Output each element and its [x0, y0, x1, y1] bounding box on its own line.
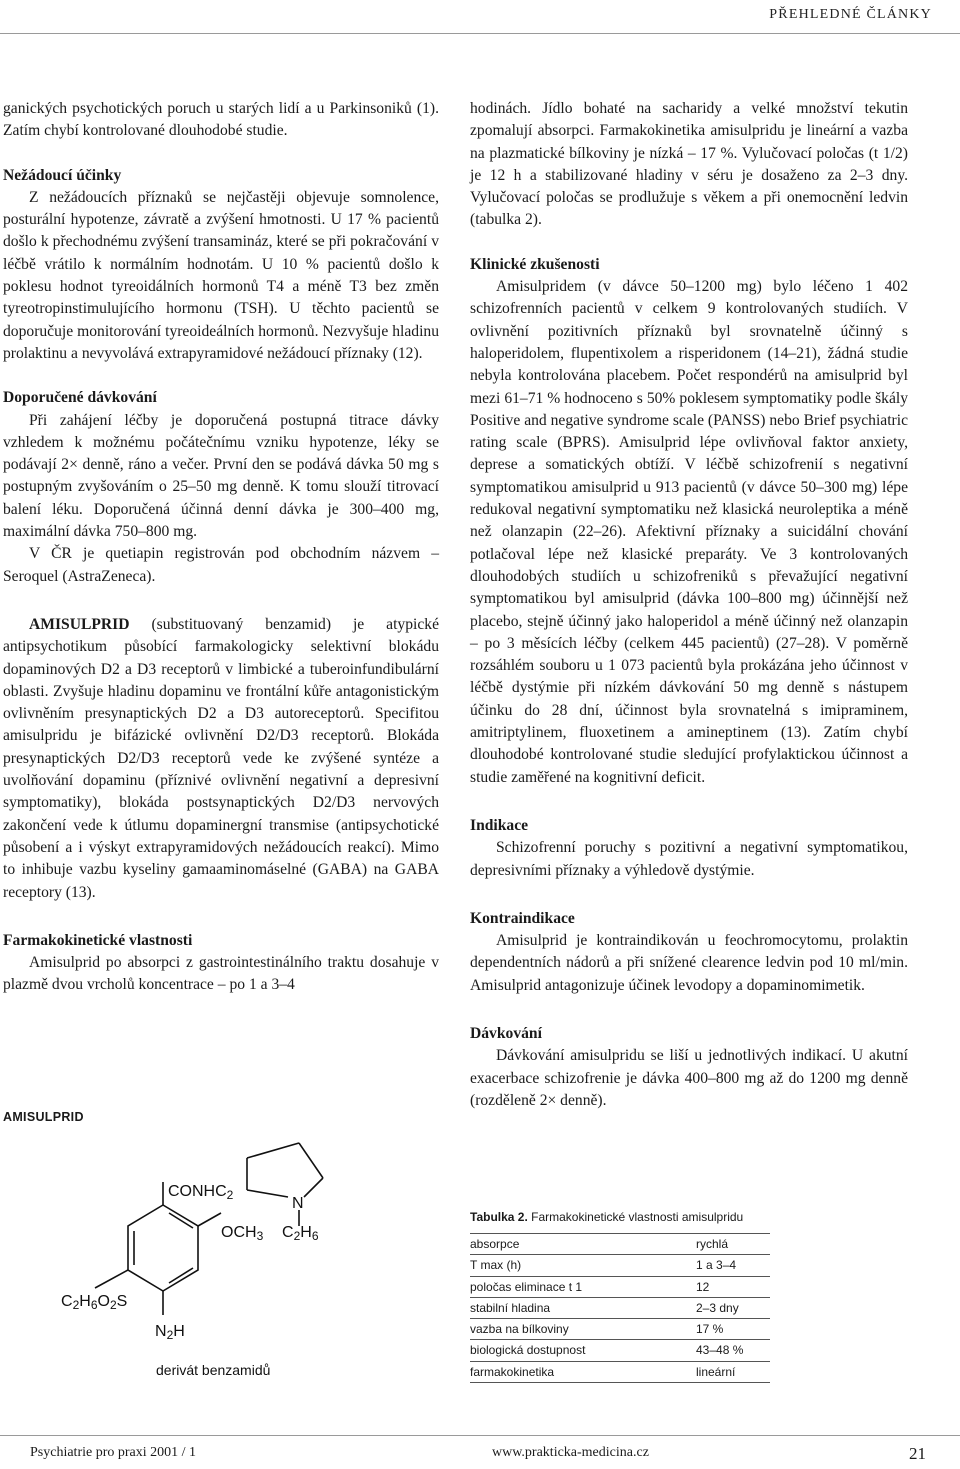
header-rule — [0, 33, 960, 34]
table-cell-value: 2–3 dny — [696, 1300, 739, 1315]
pharmacokinetics-paragraph: Amisulprid po absorpci z gastrointestinálního traktu dosahuje v plazmě dvou vrcholů koncentrace – po 1 a 3–4 — [3, 954, 439, 994]
table-caption — [470, 1210, 770, 1224]
table-title: Farmakokinetické vlastnosti amisulpridu — [527, 1210, 744, 1224]
drug-name: AMISULPRID — [29, 615, 130, 633]
dosage-paragraph: Při zahájení léčby je doporučená postupná titrace dávky vzhledem k možnému počátečnímu vzniku hypotenze, léky se podávají 2× denně, ráno a večer. První den se podává dávka 50 mg s postupným zvyšováním o 25–50 mg denně. K tomu slouží titrovací balení léku. Doporučená účinná denní dávka je 300–400 mg, maximální dávka 750–800 mg. — [3, 411, 439, 541]
table-number: Tabulka 2. — [470, 1210, 528, 1224]
page-number: 21 — [909, 1444, 926, 1463]
page-header — [0, 0, 960, 34]
table-row — [470, 1361, 770, 1383]
table-cell-value: rychlá — [696, 1237, 729, 1251]
intro-paragraph: ganických psychotických poruch u starých lidí a u Parkinsoniků (1). Zatím chybí kontrolované dlouhodobé studie. — [3, 100, 439, 140]
side-effects-paragraph: Z nežádoucích příznaků se nejčastěji objevuje somnolence, posturální hypotenze, závratě a zvýšení hmotnosti. U 17 % pacientů došlo k přechodnému zvýšení transamináz, které se při pokračování v léčbě vrátilo k normálním hodnotám. U 10 % pacientů došlo k poklesu hodnot tyreoidálních hormonů T4 a méně T3 bez změn tyreotropinstimulujícího hormonu (TSH). U těchto pacientů se doporučuje monitorování tyreoideálních hormonů. Nezvyšuje hladinu prolaktinu a nevyvolává extrapyramidové nežádoucí příznaky (12). — [3, 188, 439, 362]
table-row — [470, 1233, 770, 1254]
clinical-experience-heading: Klinické zkušenosti — [470, 255, 600, 273]
amisulprid-text: (substituovaný benzamid) je atypické antipsychotikum působící farmakologicky selektivní blokádu dopaminových D2 a D3 receptorů v limbické a tuberoinfundibulární oblasti. Zvyšuje hladinu dopaminu ve frontální kůře antagonistickým ovlivněním presynaptických D2 a D3 autoreceptorů. Specifitou amisulpridu je bifázické ovlivnění D2/D3 receptorů. Blokáda presynaptických D2/D3 receptorů vede ke zvýšené syntéze a uvolňování dopaminu (příznivé ovlivnění negativní a depresivní symptomatiky), blokáda postsynaptických D2/D3 nervových zakončení vede k útlumu dopaminergní transmise (antipsychotické působení a i výskyt extrapyramidových nežádoucích reakcí). Mimo to inhibuje vazbu kyseliny gamaaminomáselné (GABA) na GABA receptory (13). — [3, 615, 439, 901]
page-footer — [0, 1435, 960, 1469]
table-cell-value: 43–48 % — [696, 1343, 744, 1358]
ethylsulfonyl-label: C2H6O2S — [61, 1293, 128, 1312]
table-cell-value: 12 — [696, 1279, 710, 1294]
pharmacokinetics-heading: Farmakokinetické vlastnosti — [3, 931, 193, 949]
dosing-heading: Dávkování — [470, 1024, 542, 1042]
contraindications-paragraph: Amisulprid je kontraindikován u feochromocytomu, prolaktin dependentních nádorů a při snížené clearence ledvin pod 10 ml/min. Amisulprid antagonizuje účinek levodopy a dopaminomimetik. — [470, 932, 908, 994]
table-row — [470, 1297, 770, 1318]
table-row — [470, 1276, 770, 1297]
footer-rule — [0, 1435, 960, 1436]
table-cell-value: lineární — [696, 1364, 736, 1379]
amisulprid-paragraph — [3, 614, 439, 904]
registration-paragraph: V ČR je quetiapin registrován pod obchodním názvem – Seroquel (AstraZeneca). — [3, 545, 439, 585]
table-cell-value: 1 a 3–4 — [696, 1258, 737, 1273]
side-effects-heading: Nežádoucí účinky — [3, 166, 122, 184]
left-column — [3, 98, 439, 997]
table-cell-param: biologická dostupnost — [470, 1343, 586, 1358]
recommended-dosage-heading: Doporučené dávkování — [3, 389, 157, 407]
ethyl-label: C2H6 — [282, 1224, 319, 1243]
contraindications-heading: Kontraindikace — [470, 909, 575, 927]
indications-heading: Indikace — [470, 816, 529, 834]
table-cell-param: farmakokinetika — [470, 1364, 555, 1379]
website-link[interactable]: www.prakticka-medicina.cz — [492, 1445, 649, 1460]
indications-paragraph: Schizofrenní poruchy s pozitivní a negativní symptomatikou, depresivními příznaky a výhledově dystýmie. — [470, 839, 908, 879]
clinical-experience-paragraph: Amisulpridem (v dávce 50–1200 mg) bylo léčeno 1 402 schizofrenních pacientů v celkem 9 kontrolovaných studiích. V ovlivnění pozitivních příznaků byl srovnatelně účinný s haloperidolem, flupentixolem a risperidonem (14–21), žádná studie nebyla kontrolována placebem. Počet respondérů na amisulprid byl mezi 61–71 % hodnoceno s 50% poklesem symptomatiky podle škály Positive and negative syndrome scale (PANSS) nebo Brief psychiatric rating scale (BPRS). Amisulprid lépe ovlivňoval faktor anxiety, deprese a somatických obtíží. V léčbě schizofrenií s negativní symptomatikou amisulprid u 913 pacientů (v dávce 50–300 mg) lépe redukoval negativní symptomatiku než klasická neuroleptika a méně než olanzapin (22–26). Afektivní příznaky a suicidální chování potlačoval lépe než klasické preparáty. Ve 3 kontrolovaných dlouhodobých studiích u schizofreniků s převažující negativní symptomatikou byl amisulprid (dávka 100–800 mg) účinnější než placebo, stejně účinný jako haloperidol a méně účinný než olanzapin – po 3 měsících léčby (celkem 445 pacientů) (27–28). V poměrně rozsáhlém souboru u 1 073 pacientů byla prokázána jeho účinnost v léčbě dystýmie při nízkém dávkování 50 mg denně s nástupem účinku do 28 dní, účinnost byla srovnatelná s imipraminem, amitriptylinem, fluoxetinem a amineptinem (13). Zatím chybí dlouhodobé kontrolované studie sledující profylaktickou účinnost a studie zaměřené na kognitivní deficit. — [470, 278, 908, 786]
nitrogen-label: N — [292, 1195, 304, 1212]
table-cell-param: stabilní hladina — [470, 1300, 551, 1315]
amino-label: N2H — [155, 1323, 185, 1342]
table-cell-param: poločas eliminace t 1 — [470, 1279, 583, 1294]
dosing-paragraph: Dávkování amisulpridu se liší u jednotlivých indikací. U akutní exacerbace schizofrenie je dávka 400–800 mg až do 1200 mg denně (rozděleně 2× denně). — [470, 1047, 908, 1109]
figure-title: AMISULPRID — [3, 1110, 84, 1124]
table-cell-value: 17 % — [696, 1322, 724, 1337]
section-label: PŘEHLEDNÉ ČLÁNKY — [769, 7, 932, 22]
table-row — [470, 1254, 770, 1275]
table-row — [470, 1339, 770, 1360]
table-cell-param: T max (h) — [470, 1258, 522, 1273]
table-row — [470, 1318, 770, 1339]
right-column — [470, 98, 908, 1112]
benzene-ring — [128, 1205, 198, 1291]
table-cell-param: absorpce — [470, 1237, 520, 1251]
chemical-structure-figure — [3, 1110, 453, 1400]
methoxy-label: OCH3 — [221, 1224, 264, 1243]
amisulprid-structure — [3, 1110, 453, 1400]
figure-caption: derivát benzamidů — [156, 1362, 271, 1378]
pharmacokinetics-continued: hodinách. Jídlo bohaté na sacharidy a velké množství tekutin zpomalují absorpci. Farmakokinetika amisulpridu je lineární a vazba na plazmatické bílkoviny je nízká – 17 %. Vylučovací poločas (t 1/2) je 12 h a stabilizované hladiny v séru je dosaženo za 2–3 dny. Vylučovací poločas se prodlužuje s věkem a při onemocnění ledvin (tabulka 2). — [470, 100, 908, 229]
conhc-label: CONHC2 — [168, 1183, 234, 1202]
journal-citation: Psychiatrie pro praxi 2001 / 1 — [30, 1445, 197, 1460]
pharmacokinetics-table — [470, 1210, 770, 1383]
table-cell-param: vazba na bílkoviny — [470, 1322, 569, 1337]
